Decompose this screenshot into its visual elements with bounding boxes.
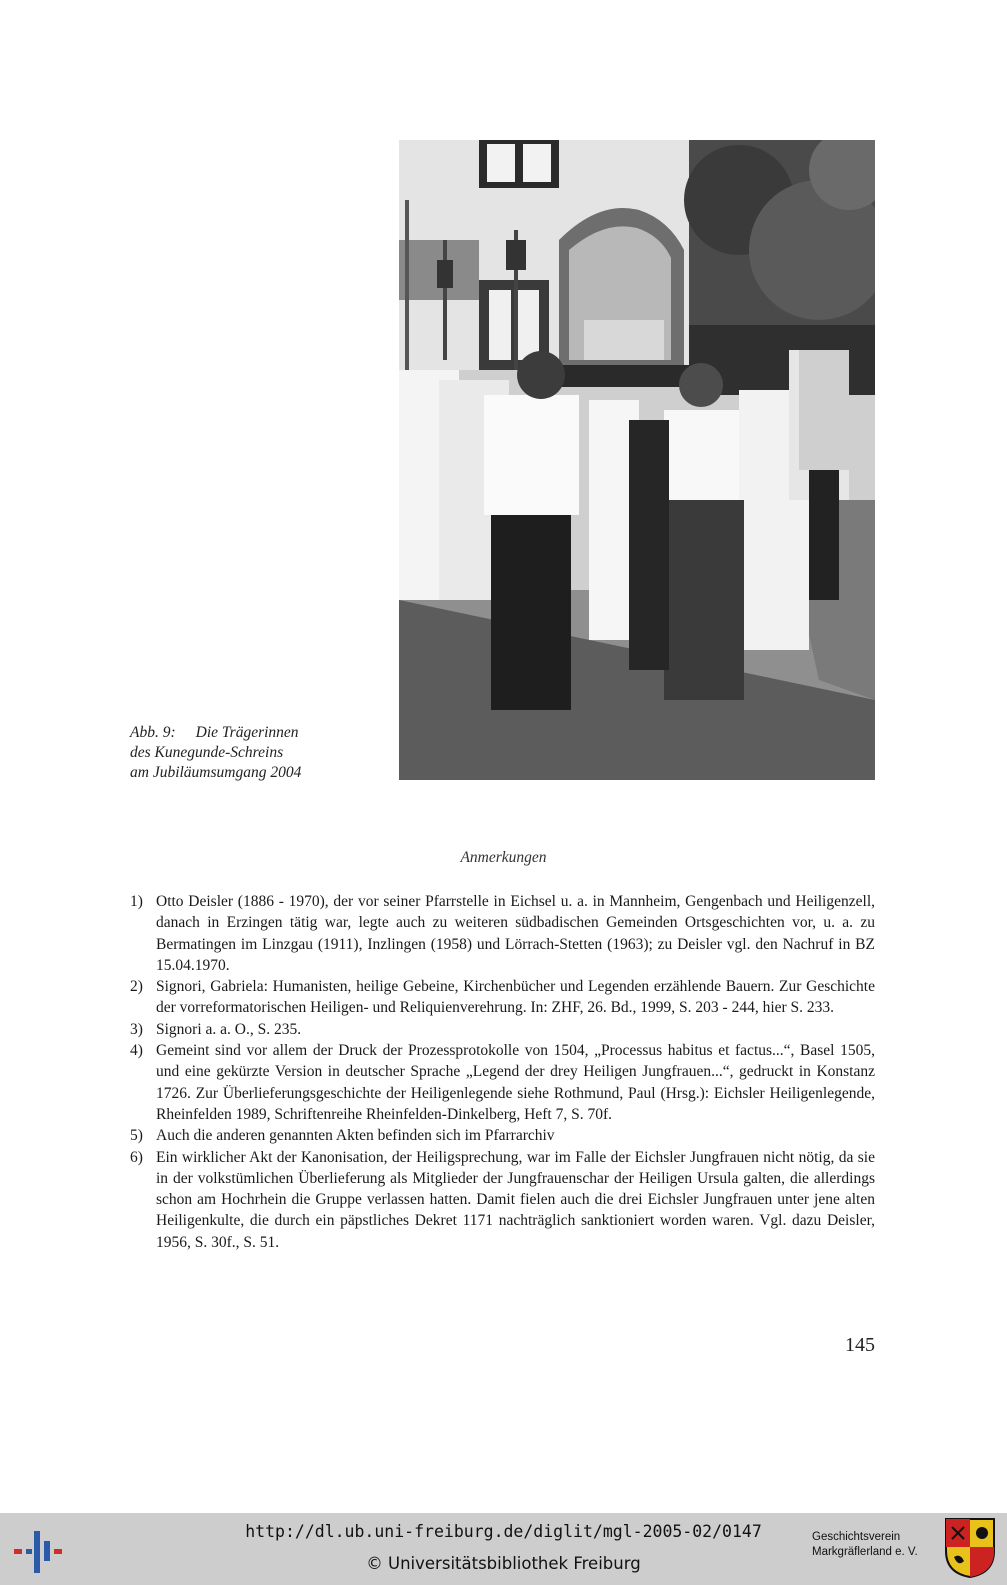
notes-list [130, 891, 875, 1253]
note-item [130, 976, 875, 1019]
note-text: Gemeint sind vor allem der Druck der Prozessprotokolle von 1504, „Processus habitus et factus...“, Basel 1505, und eine gekürzte Version in deutscher Sprache „Legend der drey Heiligen Jungfrauen...“, gedruckt in Konstanz 1726. Zur Überlieferungsgeschichte der Heiligenlegende siehe Rothmund, Paul (Hrsg.): Eichsler Heiligenlegende, Rheinfelden 1989, Schriftenreihe Rheinfelden-Dinkelberg, Heft 7, S. 70f. [156, 1042, 875, 1123]
caption-title: Die Trägerinnen [195, 724, 299, 741]
figure-caption [130, 723, 380, 783]
note-number: 1) [130, 893, 143, 910]
footer-bar [0, 1513, 1007, 1585]
procession-photo-graphic [399, 140, 875, 780]
coat-of-arms-icon[interactable] [944, 1517, 996, 1579]
note-text: Signori a. a. O., S. 235. [156, 1020, 302, 1038]
note-number: 5) [130, 1127, 143, 1145]
page-number: 145 [845, 1334, 875, 1356]
caption-line-3: am Jubiläumsumgang 2004 [130, 764, 302, 781]
society-line-2: Markgräflerland e. V. [812, 1546, 918, 1558]
notes-heading: Anmerkungen [460, 849, 547, 866]
note-text: Signori, Gabriela: Humanisten, heilige Gebeine, Kirchenbücher und Legenden erzählende Bauern. Zur Geschichte der vorreformatorischen Heiligen- und Reliquienverehrung. In: ZHF, 26. Bd., 1999, S. 203 - 244, hier S. 233. [156, 978, 875, 1017]
caption-line-2: des Kunegunde-Schreins [130, 744, 284, 761]
note-item [130, 1125, 875, 1146]
society-name[interactable] [812, 1530, 942, 1560]
note-text: Otto Deisler (1886 - 1970), der vor seiner Pfarrstelle in Eichsel u. a. in Mannheim, Gengenbach und Heiligenzell, danach in Erzingen tätig war, legte auch zu weiteren südbadischen Gemeinden Ortsgeschichten vor, u. a. zu Bermatingen im Linzgau (1911), Inzlingen (1958) und Lörrach-Stetten (1963); zu Deisler vgl. den Nachruf in BZ 15.04.1970. [156, 893, 875, 974]
note-number: 4) [130, 1042, 143, 1060]
note-item [130, 1040, 875, 1125]
note-number: 2) [130, 978, 143, 996]
footer-url-link[interactable]: http://dl.ub.uni-freiburg.de/diglit/mgl-2005-02/0147 [245, 1522, 762, 1541]
note-item [130, 891, 875, 976]
footer-copyright: © Universitätsbibliothek Freiburg [366, 1554, 641, 1573]
caption-line-1 [130, 723, 380, 743]
note-number: 6) [130, 1148, 143, 1166]
note-number: 3) [130, 1020, 143, 1038]
note-text: Ein wirklicher Akt der Kanonisation, der Heiligsprechung, war im Falle der Eichsler Jungfrauen nicht nötig, da sie in der volkstümlichen Überlieferung als Mitglieder der Jungfrauenschar der Heiligen Ursula galten, die allerdings schon am Hochrhein die Gruppe verlassen hatten. Damit fielen auch die drei Eichsler Jungfrauen unter jene alten Heiligenkulte, die durch ein päpstliches Dekret 1171 nachträglich sanktioniert worden waren. Vgl. dazu Deisler, 1956, S. 30f., S. 51. [156, 1148, 875, 1251]
note-item [130, 1019, 875, 1040]
note-item [130, 1147, 875, 1253]
procession-photo [399, 140, 875, 780]
note-text: Auch die anderen genannten Akten befinden sich im Pfarrarchiv [156, 1127, 555, 1145]
caption-label: Abb. 9: [130, 724, 176, 741]
society-line-1: Geschichtsverein [812, 1531, 901, 1543]
